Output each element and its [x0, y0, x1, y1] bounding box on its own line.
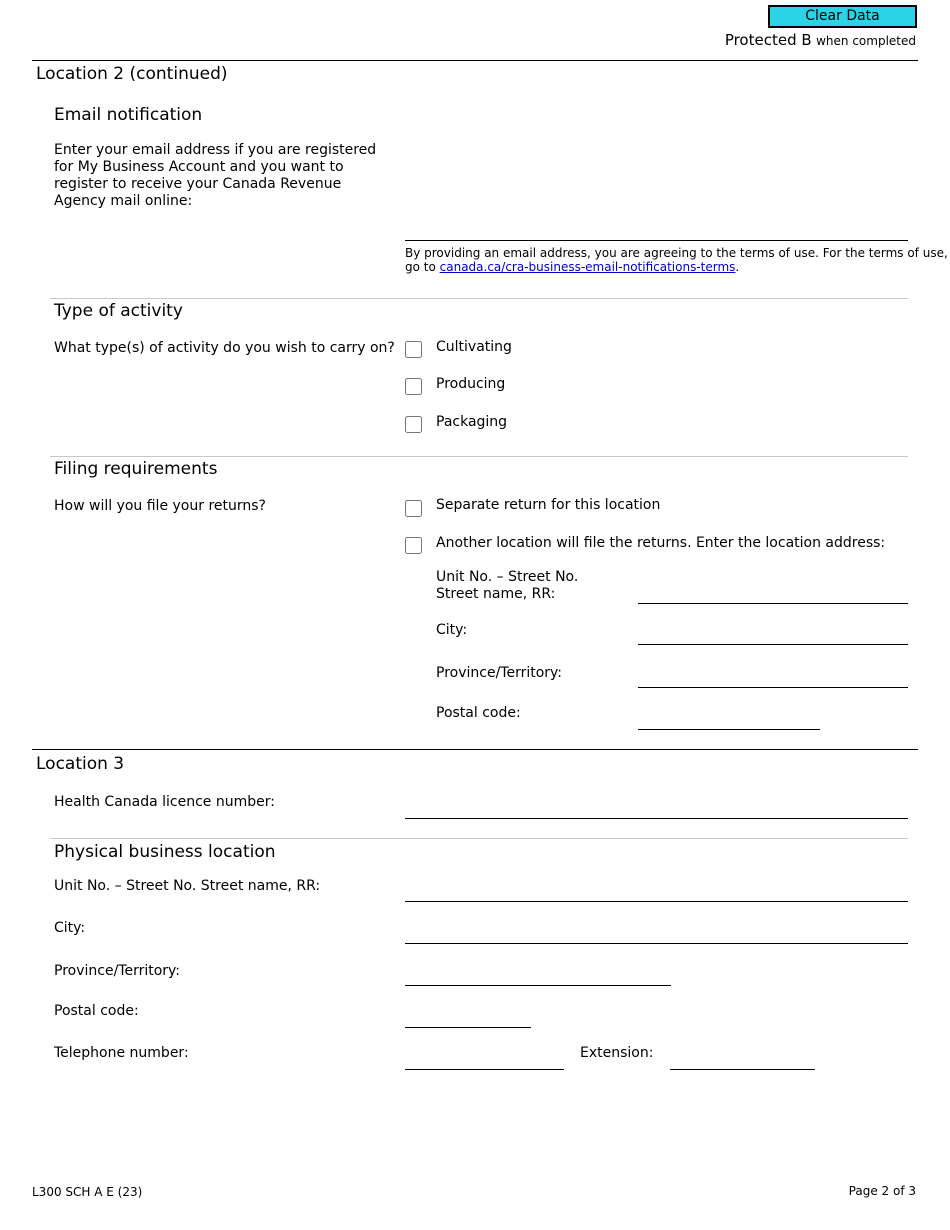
email-instructions-3: register to receive your Canada Revenue — [54, 176, 342, 192]
email-instructions-2: for My Business Account and you want to — [54, 159, 344, 175]
physical-postal-label: Postal code: — [54, 1003, 139, 1019]
section-divider — [32, 749, 918, 750]
activity-heading: Type of activity — [54, 301, 183, 321]
licence-label: Health Canada licence number: — [54, 794, 275, 810]
activity-question: What type(s) of activity do you wish to carry on? — [54, 340, 395, 356]
separate-return-label: Separate return for this location — [436, 497, 661, 513]
cultivating-checkbox[interactable] — [405, 341, 422, 358]
licence-input[interactable] — [405, 798, 908, 819]
location2-title: Location 2 (continued) — [36, 64, 228, 84]
another-location-label: Another location will file the returns. Enter the location address: — [436, 535, 886, 551]
physical-city-label: City: — [54, 920, 86, 936]
cultivating-label: Cultivating — [436, 339, 512, 355]
extension-input[interactable] — [670, 1049, 815, 1070]
physical-street-input[interactable] — [405, 881, 908, 902]
page-number: Page 2 of 3 — [848, 1184, 916, 1198]
physical-heading: Physical business location — [54, 842, 276, 862]
filing-street-label-2: Street name, RR: — [436, 586, 556, 602]
producing-checkbox[interactable] — [405, 378, 422, 395]
filing-street-label-1: Unit No. – Street No. — [436, 569, 579, 585]
filing-question: How will you file your returns? — [54, 498, 266, 514]
subsection-divider — [50, 298, 908, 299]
filing-street-input[interactable] — [638, 583, 908, 604]
physical-province-label: Province/Territory: — [54, 963, 181, 979]
filing-postal-label: Postal code: — [436, 705, 521, 721]
section-divider — [32, 60, 918, 61]
email-instructions-1: Enter your email address if you are registered — [54, 142, 377, 158]
email-input[interactable] — [405, 220, 908, 241]
clear-data-button[interactable]: Clear Data — [768, 5, 917, 28]
producing-label: Producing — [436, 376, 506, 392]
location3-title: Location 3 — [36, 754, 125, 774]
protected-b-label — [725, 31, 916, 49]
subsection-divider — [50, 456, 908, 457]
email-terms-line1: By providing an email address, you are agreeing to the terms of use. For the terms of use, — [405, 246, 948, 260]
filing-city-label: City: — [436, 622, 468, 638]
telephone-label: Telephone number: — [54, 1045, 189, 1061]
packaging-label: Packaging — [436, 414, 508, 430]
protected-main: Protected B — [724, 31, 812, 49]
email-heading: Email notification — [54, 105, 203, 125]
filing-province-label: Province/Territory: — [436, 665, 563, 681]
physical-postal-input[interactable] — [405, 1007, 531, 1028]
filing-heading: Filing requirements — [54, 459, 218, 479]
filing-city-input[interactable] — [638, 624, 908, 645]
email-instructions-4: Agency mail online: — [54, 193, 193, 209]
extension-label: Extension: — [580, 1045, 654, 1061]
email-terms-prefix: go to — [405, 260, 440, 274]
physical-city-input[interactable] — [405, 923, 908, 944]
physical-province-input[interactable] — [405, 965, 671, 986]
filing-province-input[interactable] — [638, 667, 908, 688]
subsection-divider — [50, 838, 908, 839]
protected-suffix: when completed — [816, 34, 916, 48]
email-terms-line2 — [405, 260, 739, 274]
another-location-checkbox[interactable] — [405, 537, 422, 554]
physical-street-label: Unit No. – Street No. Street name, RR: — [54, 878, 321, 894]
email-terms-suffix: . — [735, 260, 740, 274]
filing-postal-input[interactable] — [638, 709, 820, 730]
email-terms-link[interactable]: canada.ca/cra-business-email-notifications-terms — [439, 260, 736, 274]
form-code: L300 SCH A E (23) — [32, 1185, 143, 1199]
telephone-input[interactable] — [405, 1049, 564, 1070]
packaging-checkbox[interactable] — [405, 416, 422, 433]
separate-return-checkbox[interactable] — [405, 500, 422, 517]
